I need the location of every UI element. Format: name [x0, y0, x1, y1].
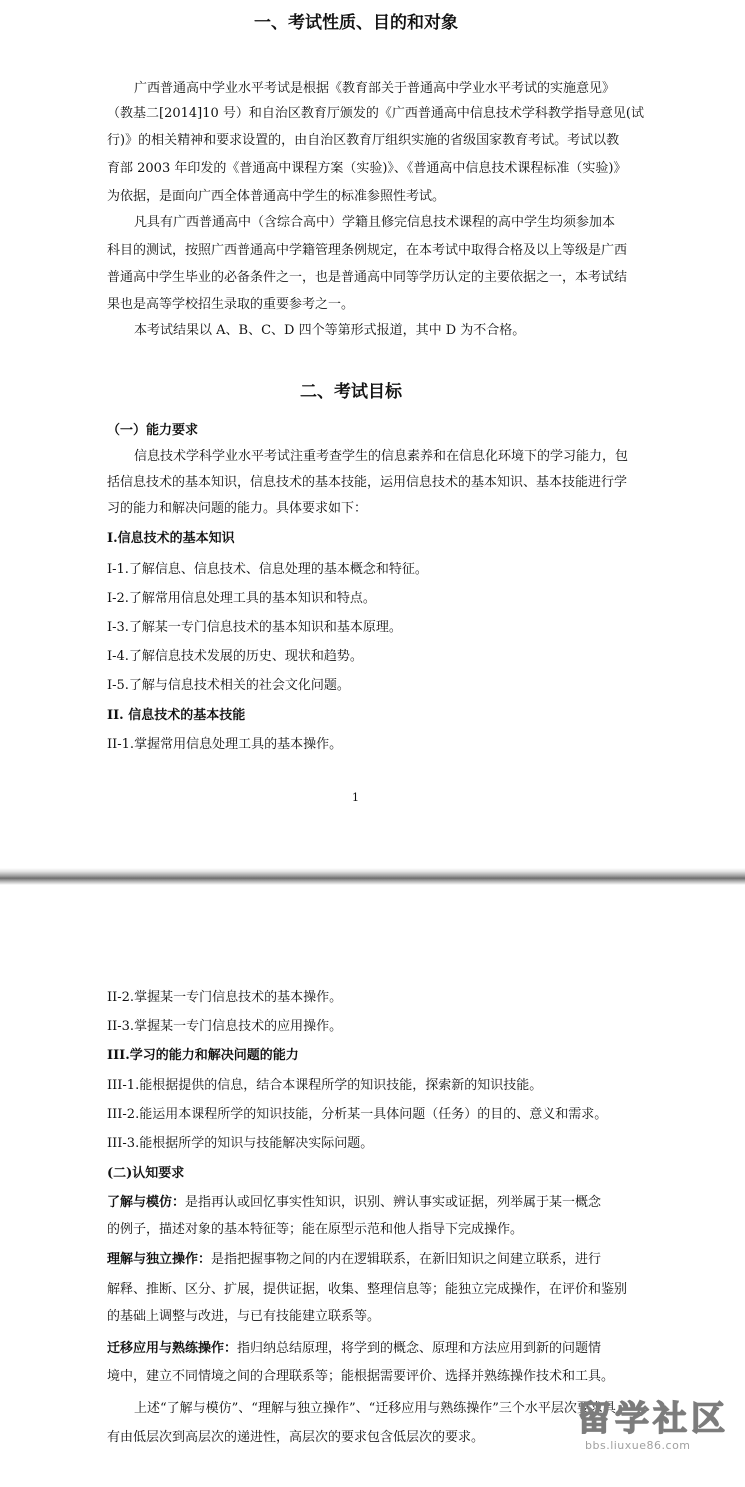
- list-section-heading: II. 信息技术的基本技能: [107, 708, 246, 723]
- list-item: II-3.掌握某一专门信息技术的应用操作。: [107, 1019, 343, 1034]
- list-item: III-2.能运用本课程所学的知识技能，分析某一具体问题（任务）的目的、意义和需求。: [107, 1107, 608, 1122]
- paragraph-line: 为依据，是面向广西全体普通高中学生的标准参照性考试。: [107, 189, 446, 204]
- list-item: II-1.掌握常用信息处理工具的基本操作。: [107, 737, 343, 752]
- paragraph-line: 信息技术学科学业水平考试注重考查学生的信息素养和在信息化环境下的学习能力，包: [134, 449, 629, 464]
- list-section-heading: I.信息技术的基本知识: [107, 531, 235, 546]
- list-item: II-2.掌握某一专门信息技术的基本操作。: [107, 990, 343, 1005]
- watermark-brand: 留学社区: [577, 1399, 729, 1439]
- paragraph-line: 育部 2003 年印发的《普通高中课程方案（实验)》、《普通高中信息技术课程标准（实验)》: [107, 161, 627, 176]
- section-heading-2: 二、考试目标: [300, 382, 402, 402]
- subsection-heading: (二)认知要求: [107, 1166, 185, 1181]
- list-section-heading: III.学习的能力和解决问题的能力: [107, 1048, 299, 1063]
- paragraph-line: 行)》的相关精神和要求设置的，由自治区教育厅组织实施的省级国家教育考试。考试以教: [107, 133, 620, 148]
- list-item: I-3.了解某一专门信息技术的基本知识和基本原理。: [107, 620, 402, 635]
- definition-line: 解释、推断、区分、扩展，提供证据，收集、整理信息等；能独立完成操作，在评价和鉴别: [107, 1282, 628, 1297]
- definition-line: 的例子，描述对象的基本特征等；能在原型示范和他人指导下完成操作。: [107, 1222, 524, 1237]
- subsection-heading: （一）能力要求: [107, 423, 199, 438]
- definition-text: 是指把握事物之间的内在逻辑联系，在新旧知识之间建立联系，进行: [211, 1252, 602, 1267]
- definition-text: 是指再认或回忆事实性知识，识别、辨认事实或证据，列举属于某一概念: [185, 1195, 602, 1210]
- definition-line: [107, 1251, 601, 1269]
- list-item: I-5.了解与信息技术相关的社会文化问题。: [107, 678, 350, 693]
- definition-line: 境中，建立不同情境之间的合理联系等；能根据需要评价、选择并熟练操作技术和工具。: [107, 1369, 615, 1384]
- paragraph-line: 凡具有广西普通高中（含综合高中）学籍且修完信息技术课程的高中学生均须参加本: [134, 215, 616, 230]
- watermark-url: bbs.liuxue86.com: [585, 1439, 691, 1452]
- list-item: III-1.能根据提供的信息，结合本课程所学的知识技能，探索新的知识技能。: [107, 1078, 543, 1093]
- definition-line: [107, 1340, 601, 1358]
- definition-term: 了解与模仿：: [107, 1195, 186, 1210]
- paragraph-line: 有由低层次到高层次的递进性，高层次的要求包含低层次的要求。: [107, 1430, 485, 1445]
- paragraph-line: 科目的测试，按照广西普通高中学籍管理条例规定，在本考试中取得合格及以上等级是广西: [107, 243, 628, 258]
- paragraph-line: 习的能力和解决问题的能力。具体要求如下：: [107, 501, 368, 516]
- definition-line: 的基础上调整与改进，与已有技能建立联系等。: [107, 1309, 381, 1324]
- definition-term: 迁移应用与熟练操作：: [107, 1341, 238, 1356]
- definition-text: 指归纳总结原理，将学到的概念、原理和方法应用到新的问题情: [237, 1341, 602, 1356]
- list-item: I-4.了解信息技术发展的历史、现状和趋势。: [107, 649, 363, 664]
- paragraph-line: （教基二[2014]10 号）和自治区教育厅颁发的《广西普通高中信息技术学科教学指导意见(试: [107, 106, 644, 121]
- paragraph-line: 括信息技术的基本知识，信息技术的基本技能，运用信息技术的基本知识、基本技能进行学: [107, 475, 628, 490]
- paragraph-line: 普通高中学生毕业的必备条件之一，也是普通高中同等学历认定的主要依据之一，本考试结: [107, 270, 628, 285]
- paragraph-line: 本考试结果以 A、B、C、D 四个等第形式报道，其中 D 为不合格。: [134, 323, 526, 338]
- paragraph-line: 广西普通高中学业水平考试是根据《教育部关于普通高中学业水平考试的实施意见》: [134, 81, 616, 96]
- document-page-2: [0, 885, 745, 1487]
- paragraph-line: 果也是高等学校招生录取的重要参考之一。: [107, 297, 355, 312]
- page-separator: [0, 868, 745, 885]
- definition-line: [107, 1194, 601, 1212]
- paragraph-line: 上述“了解与模仿”、“理解与独立操作”、“迁移应用与熟练操作”三个水平层次要求具: [134, 1401, 616, 1416]
- watermark-logo: [577, 1399, 739, 1457]
- section-heading-1: 一、考试性质、目的和对象: [254, 13, 458, 33]
- list-item: III-3.能根据所学的知识与技能解决实际问题。: [107, 1136, 374, 1151]
- list-item: I-2.了解常用信息处理工具的基本知识和特点。: [107, 591, 376, 606]
- page-number: 1: [352, 791, 359, 804]
- list-item: I-1.了解信息、信息技术、信息处理的基本概念和特征。: [107, 562, 428, 577]
- definition-term: 理解与独立操作：: [107, 1252, 212, 1267]
